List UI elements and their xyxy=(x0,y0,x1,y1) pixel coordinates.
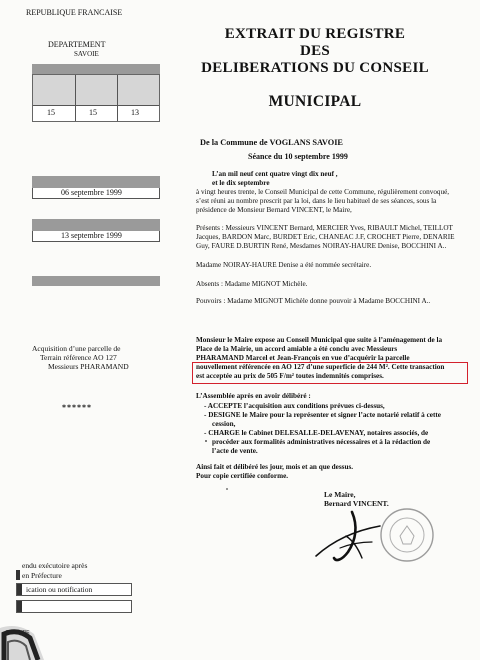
signature-title: Le Maire, xyxy=(324,490,356,499)
count-present: 15 xyxy=(89,108,97,117)
presents-line-3: Guy, FAURE D.BURTIN René, Mesdames NOIRAY-HAURE Denise, BOCCHINI A.. xyxy=(196,242,447,250)
svg-text:FECTURE: FECTURE xyxy=(6,630,30,636)
closing-line-2: Pour copie certifiée conforme. xyxy=(196,472,289,480)
convocation-box xyxy=(32,188,160,199)
intro-line-2: et le dix septembre xyxy=(212,179,270,187)
seance-date: Séance du 10 septembre 1999 xyxy=(248,152,348,161)
affichage-box xyxy=(32,231,160,242)
expose-line-5: est acceptée au prix de 505 F/m² toutes indemnités comprises. xyxy=(196,372,384,380)
intro-line-5: présidence de Monsieur Bernard VINCENT, le Maire, xyxy=(196,206,352,214)
seal-stamp-icon xyxy=(0,620,48,660)
republic-label: REPUBLIQUE FRANCAISE xyxy=(26,8,123,17)
header-line-4: MUNICIPAL xyxy=(268,93,362,110)
intro-line-3: à vingt heures trente, le Conseil Municipal de cette Commune, régulièrement convoqué, xyxy=(196,188,450,196)
decision-line-4: - CHARGE le Cabinet DELESALLE-DELAVENAY, notaires associés, de xyxy=(204,429,429,437)
expose-line-2: Place de la Mairie, un accord amiable a été conclu avec Messieurs xyxy=(196,345,398,353)
objet-band xyxy=(32,276,160,286)
counts-box xyxy=(32,74,160,122)
absents-line: Absents : Madame MIGNOT Michèle. xyxy=(196,280,308,288)
presents-line-1: Présents : Messieurs VINCENT Bernard, MERCIER Yves, RIBAULT Michel, TEILLOT xyxy=(196,224,453,232)
empty-box xyxy=(16,600,132,613)
closing-line-1: Ainsi fait et délibéré les jour, mois et an que dessus. xyxy=(196,463,354,471)
subject-line-2: Terrain référence AO 127 xyxy=(40,353,117,362)
secretary-line: Madame NOIRAY-HAURE Denise a été nommée secrétaire. xyxy=(196,261,372,269)
subject-line-3: Messieurs PHARAMAND xyxy=(48,362,129,371)
decision-line-3: cession, xyxy=(212,420,236,428)
counts-header-band xyxy=(32,64,160,74)
convocation-date: 06 septembre 1999 xyxy=(61,188,122,197)
counts-shaded-area xyxy=(33,75,159,105)
presents-line-2: Jacques, BARDON Marc, BURDET Eric, CHANEAC J.F, CROCHET Pierre, DENARIE xyxy=(196,233,455,241)
notification-box xyxy=(16,583,132,596)
subject-line-1: Acquisition d’une parcelle de xyxy=(32,344,121,353)
decision-line-1: - ACCEPTE l’acquisition aux conditions prévues ci-dessus, xyxy=(204,402,385,410)
assembly-intro: L’Assemblée après en avoir délibéré : xyxy=(196,392,311,400)
header-line-1: EXTRAIT DU REGISTRE xyxy=(224,26,406,42)
intro-line-4: s’est réuni au nombre prescrit par la loi, dans le lieu habituel de ses séances, sous la xyxy=(196,197,437,205)
department-name: SAVOIE xyxy=(74,50,99,58)
executory-line: endu exécutoire après xyxy=(22,561,88,570)
decision-line-6: l’acte de vente. xyxy=(212,447,258,455)
expose-line-3: PHARAMAND Marcel et Jean-François en vue d’acquérir la parcelle xyxy=(196,354,410,362)
count-voters: 13 xyxy=(131,108,139,117)
notification-line: ication ou notification xyxy=(26,585,93,594)
decision-line-2: - DESIGNE le Maire pour la représenter et signer l’acte notarié relatif à cette xyxy=(204,411,441,419)
header-line-2: DES xyxy=(299,43,331,59)
header-line-3: DELIBERATIONS DU CONSEIL xyxy=(201,60,429,76)
expose-line-1: Monsieur le Maire expose au Conseil Municipal que suite à l’aménagement de la xyxy=(196,336,443,344)
convocation-band xyxy=(32,176,160,188)
expose-line-4: nouvellement référencée en AO 127 d’une superficie de 244 M². Cette transaction xyxy=(196,363,445,371)
intro-line-1: L’an mil neuf cent quatre vingt dix neuf , xyxy=(212,170,338,178)
department-label: DEPARTEMENT xyxy=(48,40,106,49)
decision-line-5: procéder aux formalités administratives nécessaires et à la rédaction de xyxy=(212,438,431,446)
signature-name: Bernard VINCENT. xyxy=(324,499,389,508)
commune-name: De la Commune de VOGLANS SAVOIE xyxy=(200,138,343,147)
prefecture-line: en Préfecture xyxy=(22,571,62,580)
affichage-band xyxy=(32,219,160,231)
stars-marker: ****** xyxy=(62,403,92,412)
handwritten-signature-icon xyxy=(306,508,406,566)
count-in-office: 15 xyxy=(47,108,55,117)
pouvoirs-line: Pouvoirs : Madame MIGNOT Michèle donne pouvoir à Madame BOCCHINI A.. xyxy=(196,297,431,305)
affichage-date: 13 septembre 1999 xyxy=(61,231,122,240)
